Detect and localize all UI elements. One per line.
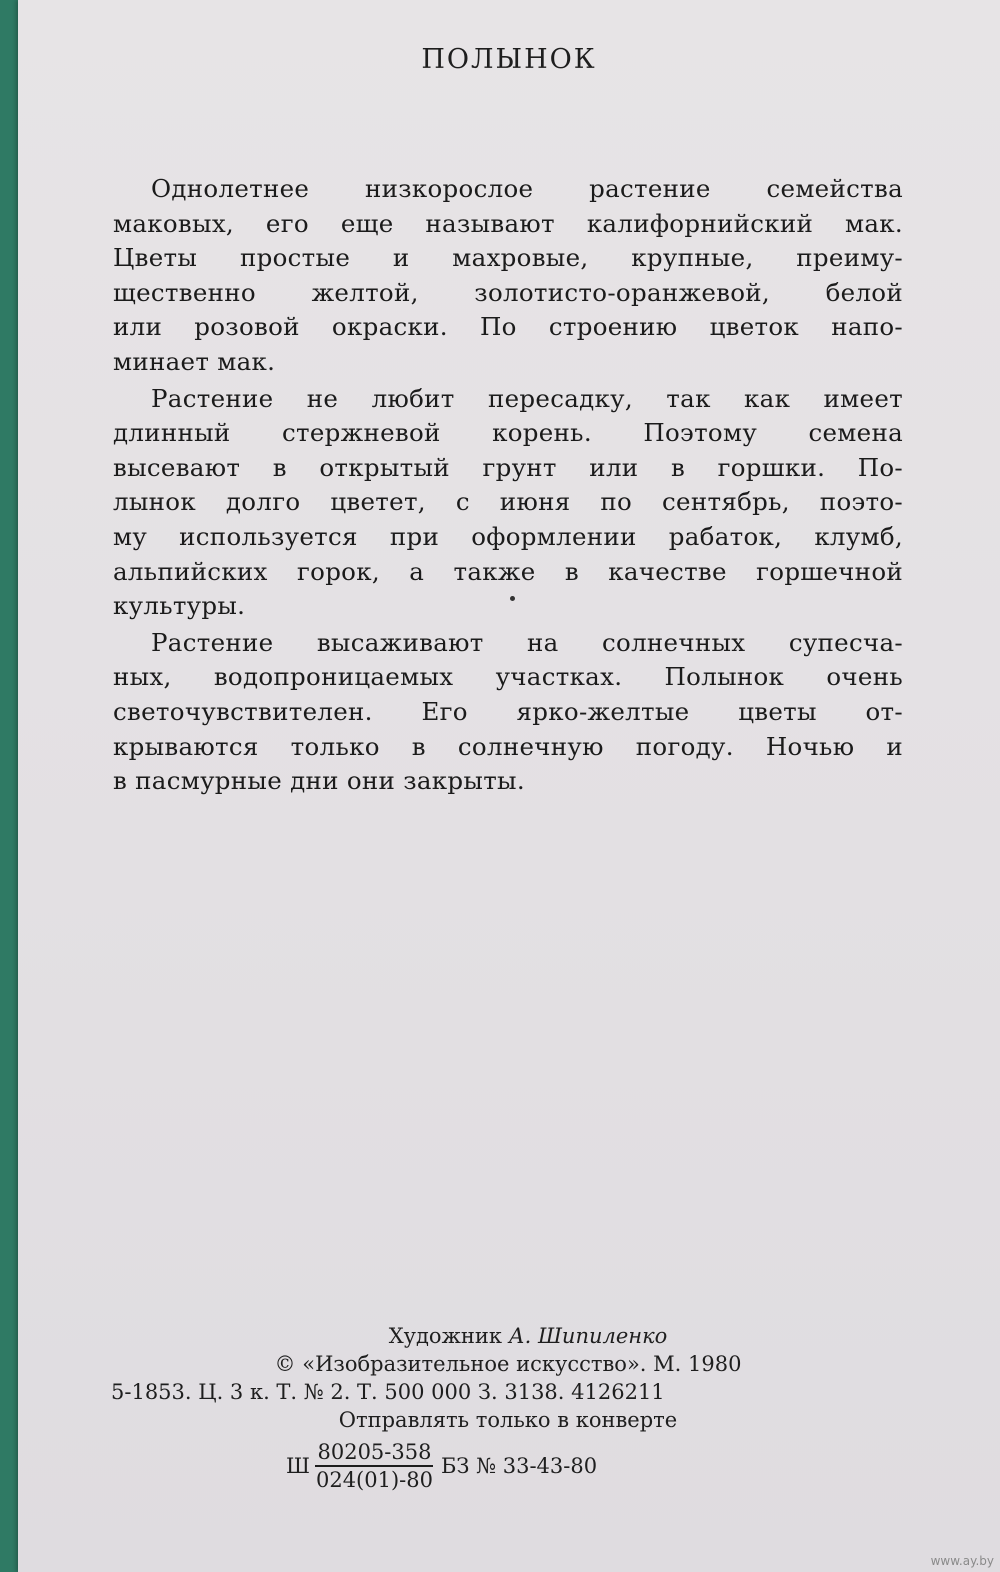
- index-numerator: 80205-358: [315, 1439, 433, 1467]
- artist-label: Художник: [388, 1324, 503, 1348]
- text-line: культуры.: [113, 591, 246, 621]
- paragraph-2: [113, 382, 903, 624]
- bz-number: БЗ № 33-43-80: [440, 1454, 598, 1478]
- index-denominator: 024(01)-80: [315, 1468, 433, 1492]
- artist-credit: [113, 1322, 903, 1350]
- artist-name: А. Шипиленко: [508, 1324, 668, 1348]
- postcard-back: [18, 0, 1000, 1572]
- paragraph-3: [113, 626, 903, 799]
- text-line: крываются только в солнечную погоду. Ночью и: [113, 731, 903, 761]
- ink-speck: [510, 596, 515, 601]
- text-line: Цветы простые и махровые, крупные, преиму-: [113, 243, 903, 273]
- text-line: Растение не любит пересадку, так как имеет: [151, 383, 903, 413]
- text-line: длинный стержневой корень. Поэтому семена: [113, 418, 903, 448]
- index-fraction: [314, 1439, 435, 1493]
- catalog-index: [286, 1434, 597, 1498]
- paragraph-1: [113, 172, 903, 380]
- envelope-note: Отправлять только в конверте: [338, 1408, 678, 1432]
- description-text: [113, 172, 903, 799]
- text-line: щественно желтой, золотисто-оранжевой, белой: [113, 277, 903, 307]
- watermark: www.ay.by: [930, 1554, 994, 1568]
- text-line: альпийских горок, а также в качестве горшечной: [113, 556, 903, 586]
- text-line: ных, водопроницаемых участках. Полынок очень: [113, 662, 903, 692]
- text-line: му используется при оформлении рабаток, клумб,: [113, 521, 903, 551]
- text-line: маковых, его еще называют калифорнийский мак.: [113, 208, 903, 238]
- text-line: или розовой окраски. По строению цветок напо-: [113, 312, 903, 342]
- copyright-line: © «Изобразительное искусство». М. 1980: [274, 1352, 742, 1376]
- text-line: высевают в открытый грунт или в горшки. По-: [113, 452, 903, 482]
- page-title: ПОЛЫНОК: [421, 44, 597, 75]
- print-info-line: 5-1853. Ц. 3 к. Т. № 2. Т. 500 000 З. 3138. 4126211: [111, 1380, 665, 1404]
- text-line: светочувствителен. Его ярко-желтые цветы от-: [113, 696, 903, 726]
- text-line: минает мак.: [113, 346, 276, 376]
- index-prefix: Ш: [286, 1454, 310, 1478]
- text-line: Однолетнее низкорослое растение семейства: [151, 174, 903, 203]
- publisher-imprint: [113, 1322, 903, 1434]
- text-line: лынок долго цветет, с июня по сентябрь, поэто-: [113, 487, 903, 517]
- text-line: в пасмурные дни они закрыты.: [113, 766, 525, 796]
- text-line: Растение высаживают на солнечных супесча-: [151, 627, 903, 657]
